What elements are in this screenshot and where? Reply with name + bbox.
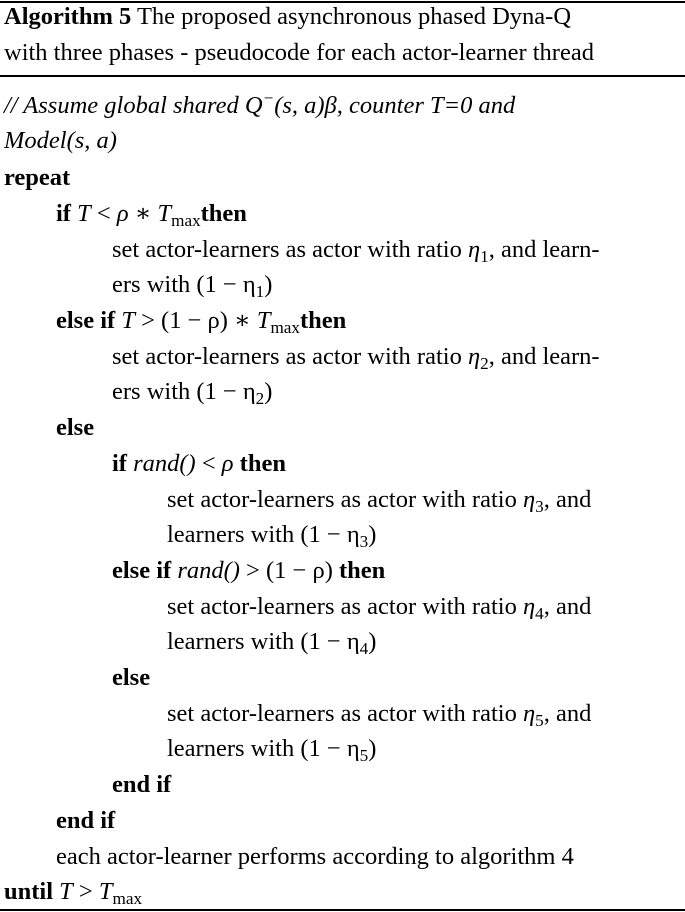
phase-1-learner-line: ers with $(1 - \eta_1)$ [112,271,273,301]
else-if-phase-2: else if T > (1 − ρ) ∗ $T_{max}then$ [56,307,347,337]
phase-3b-learner-line: learners with $(1 - \eta_4)$ [167,628,377,658]
rule-mid [0,75,685,77]
else-inner: else [112,664,151,691]
caption-line-2 [4,38,594,68]
until-condition: until $T > T_{max}$ [4,878,143,908]
phase-2-actor-line: set actor-learners as actor with ratio $\eta_2$, and learn- [112,343,600,373]
phase-3c-actor-line: set actor-learners as actor with ratio $\eta_5$, and [167,700,592,730]
repeat-keyword: repeat [4,164,71,191]
if-phase-1: if T < ρ ∗ $T_{max}then$ [56,200,247,230]
phase-3a-actor-line: set actor-learners as actor with ratio $\eta_3$, and [167,486,592,516]
else-if-rand-gt: else if rand() > (1 − ρ) then [112,557,386,584]
phase-3a-learner-line: learners with $(1 - \eta_3)$ [167,521,377,551]
phase-3c-learner-line: learners with $(1 - \eta_5)$ [167,735,377,765]
final-statement: each actor-learner performs according to algorithm 4 [56,843,574,870]
caption-text-1: The proposed asynchronous phased Dyna-Q [136,3,572,30]
phase-1-actor-line: set actor-learners as actor with ratio $\eta_1$, and learn- [112,236,600,266]
if-rand-lt-rho: if rand() < ρ then [112,450,286,477]
else-phase-3: else [56,414,95,441]
comment-line-1: // Assume global shared Q−(s, a)β, counter T=0 and [4,88,516,119]
caption-label: Algorithm 5 [4,3,132,30]
phase-2-learner-line: ers with $(1 - \eta_2)$ [112,378,273,408]
rule-bottom [0,909,685,911]
caption-text-2: with three phases - pseudocode for each actor-learner thread [4,39,594,66]
end-if-inner: end if [112,771,172,798]
phase-3b-actor-line: set actor-learners as actor with ratio $\eta_4$, and [167,593,592,623]
caption-line-1 [4,2,571,32]
end-if-outer: end if [56,807,116,834]
comment-line-2: Model(s, a) [4,127,117,154]
